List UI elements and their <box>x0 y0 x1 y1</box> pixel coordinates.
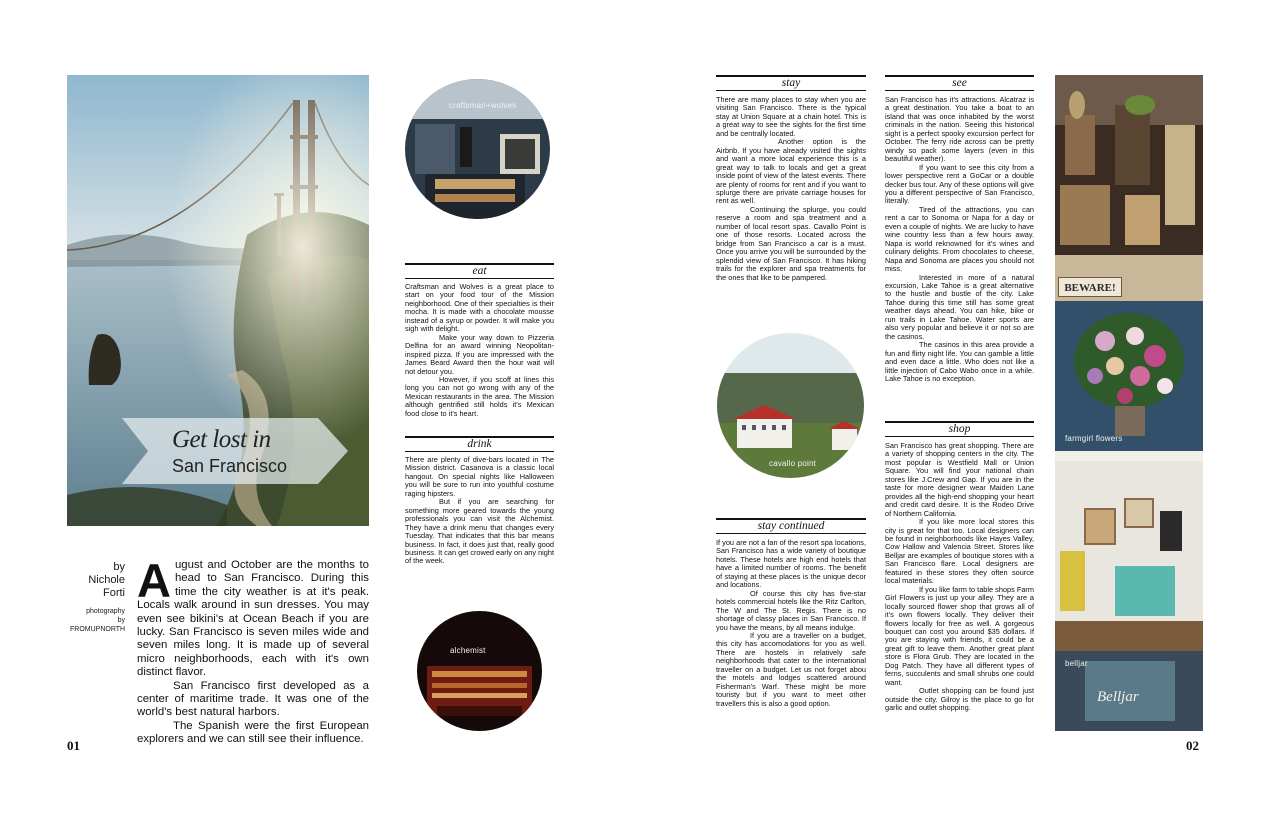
byline <box>70 561 125 634</box>
alchemist-photo <box>417 611 542 731</box>
see-p2: If you want to see this city from a lower perspective rent a GoCar or a double decker bus tour. Any of these options will give you a different perspective of San Francisco, literally. <box>885 162 1034 206</box>
belljar-shop-sign: Belljar <box>1097 689 1139 705</box>
farmgirl-photo <box>1055 301 1203 451</box>
page-number-right: 02 <box>1186 738 1199 753</box>
alchemist-image <box>417 611 542 731</box>
drink-column <box>405 456 554 566</box>
stay-p3: Continuing the splurge, you could reserve a room and spa treatment and a number of local resort spas. Cavallo Point is one of those resorts. Located across the bridge from San Francisco a car is a must. Once you arrive you will be surrounded by the splendid view of San Francisco. It has hiking trails for the explorer and spa treatments for the ones that like to be pampered. <box>716 204 866 282</box>
craftsman-photo <box>405 79 550 219</box>
page-number-left: 01 <box>67 738 80 753</box>
eat-p1: Craftsman and Wolves is a great place to start on your food tour of the Mission neighborhood. One of their specialties is their mocha. It is made with a chocolate mousse instead of a syrup or powder. It will make you sigh with delight. <box>405 282 554 334</box>
stay-continued-heading: stay continued <box>716 518 866 534</box>
antiques-image <box>1055 75 1203 301</box>
photo-credit-3: FROMUPNORTH <box>70 626 126 633</box>
stay-continued-p3: If you are a traveller on a budget, this city has accomodations for you as well. There are hostels in relatively safe neighborhoods that cater to the international traveller on a budget. Let us not forget abou the motels and lodges scattered around Fisherman's Warf. These might be more touristy but if you want to meet other travellers this is also a good option. <box>716 630 866 708</box>
drink-heading: drink <box>405 436 554 452</box>
see-p3: Tired of the attractions, you can rent a car to Sonoma or Napa for a day or even a couple of nights. We are lucky to have wine country less than a few hours away. Napa is world reknowned for it's wines and culinary delights. From chocolates to cheese, Napa and Sonoma are places you should not miss. <box>885 204 1034 274</box>
shop-heading: shop <box>885 421 1034 437</box>
hero-photo <box>67 75 369 526</box>
belljar-photo <box>1055 451 1203 731</box>
farmgirl-image <box>1055 301 1203 451</box>
stay-continued-p2: Of course this city has five-star hotels commercial hotels like the Ritz Carlton, The W and The St. Regis. There is no shortage of classy places in San Francisco. If you have the means, by all means indulge. <box>716 588 866 632</box>
eat-p2: Make your way down to Pizzeria Delfina for an award winning Neopolitan-inspired pizza. If you are impressed with the James Beard Award then the hour wait will not detour you. <box>405 332 554 376</box>
shop-p3: If you like farm to table shops Farm Girl Flowers is just up your alley. They are a locally sourced flower shop that grows all of it's own flowers locally. They deliver their flowers locally for free as well. A gorgeous bouquet can cost you around $35 dollars. If you are staying with friends, it could be a great gift to leave them. Another great plant store is Flora Grub. They are located in the Dog Patch. They have all different types of ferns, succulents and small shrubs one could want. <box>885 584 1034 687</box>
intro-p2: San Francisco first developed as a center of maritime trade. It was one of the world's best natural harbors. <box>137 679 369 719</box>
see-column <box>885 96 1034 383</box>
see-p1: San Francisco has it's attractions. Alcatraz is a great destination. You take a boat to an island that was once inhabited by the worst criminals in the nation. Seeing this historical sight is a perfect spooky excursion perfect for October. The ferry ride across can be pretty windy so pack some layers (even in this beautiful weather). <box>885 95 1034 164</box>
hero-title-line1: Get lost in <box>172 426 271 453</box>
beware-sign-text: BEWARE! <box>1064 282 1116 294</box>
cavallo-photo <box>717 333 864 478</box>
intro-article <box>137 554 369 747</box>
eat-heading: eat <box>405 263 554 279</box>
alchemist-caption: alchemist <box>450 646 486 655</box>
drink-p2: But if you are searching for something more geared towards the young professionals you can visit the Alchemist. They have a drink menu that changes every Tuesday. That indicates that this bar means business. In fact, it does just that, really good business. It can get crowed early on any night of the week. <box>405 497 555 566</box>
byline-by: by <box>113 561 125 573</box>
intro-p3: The Spanish were the first European explorers and we can still see their influence. <box>137 719 369 746</box>
drink-p1: There are plenty of dive-bars located in The Mission district. Casanova is a classic local hangout. On special nights like Halloween you will be sure to run into youthful costume raging hipsters. <box>405 455 554 498</box>
intro-p1: ugust and October are the months to head to San Francisco. During this time the city weather is at it's peak. Locals walk around in sun dresses. You may even see bikini's at Ocean Beach if you are lucky. San Francisco is seven miles wide and seven miles long. It is made up of several micro neighborhoods, each with it's own distinct flavor. <box>137 559 369 679</box>
craftsman-image <box>405 79 550 219</box>
antiques-photo <box>1055 75 1203 301</box>
belljar-caption: belljar <box>1065 659 1088 668</box>
see-p5: The casinos in this area provide a fun and flirty night life. You can gamble a little and even dace a little. Who does not like a little injection of Cabo Wabo once in a while. Lake Tahoe is no exception. <box>885 340 1034 383</box>
stay-column <box>716 96 866 282</box>
photo-credit-1: photography <box>86 608 125 615</box>
shop-p2: If you like more local stores this city is great for that too. Local designers can be found in neighborhoods like Hayes Valley, Cow Hallow and Valencia Street. Stores like Belljar are examples of boutique stores with a San Francisco flare. Local designers are featured in these stores they often source local materials. <box>885 517 1034 586</box>
photo-credit-2: by <box>117 617 125 624</box>
hero-title-line2: San Francisco <box>172 456 288 476</box>
dropcap: A <box>137 554 171 607</box>
cavallo-image <box>717 333 864 478</box>
stay-p2: Another option is the Airbnb. If you have already visited the sights and want a more local experience this is a great way to talk to locals and get a great inside point of view of the latest events. There are plenty of rooms for rent and if you want to splurge there are private carriage houses for rent as well. <box>716 137 866 206</box>
stay-continued-column <box>716 539 866 708</box>
stay-continued-p1: If you are not a fan of the resort spa locations, San Francisco has a wide variety of boutique hotels. These hotels are high end hotels that have a limited number of rooms. The benefit of staying at these places is the unique decor and locations. <box>716 538 866 590</box>
stay-heading: stay <box>716 75 866 91</box>
eat-column <box>405 283 554 418</box>
beware-sign <box>1058 277 1122 297</box>
craftsman-caption: craftsman+wolves <box>449 101 517 110</box>
byline-first: Nichole <box>88 574 125 586</box>
shop-p1: San Francisco has great shopping. There are a variety of shopping centers in the city. The most popular is Westfield Mall or Union Square. You will find your national chain stores like J.Crew and Gap. If you are in the taste for more designer wear Maiden Lane provides all the high-end shopping your heart and credit card desire. It is the Rodeo Drive of Northern California. <box>885 441 1034 518</box>
farmgirl-caption: farmgirl flowers <box>1065 434 1123 443</box>
byline-last: Forti <box>103 587 125 599</box>
shop-column <box>885 442 1034 713</box>
shop-p4: Outlet shopping can be found just outside the city. Gilroy is the place to go for garlic and outlet shopping. <box>885 686 1034 713</box>
eat-p3: However, if you scoff at lines this long you can not go wrong with any of the Mexican restaurants in the area. The Mission although gentrified still holds it's Mexican food close to it's heart. <box>405 374 554 418</box>
stay-p1: There are many places to stay when you are visiting San Francisco. There is the typical stay at Union Square at a chain hotel. This is a great way to see the sights for the first time and be centrally located. <box>716 95 866 138</box>
cavallo-caption: cavallo point <box>769 459 817 468</box>
title-arrow-banner <box>122 418 348 484</box>
see-p4: Interested in more of a natural excursion, Lake Tahoe is a great alternative to the hustle and bustle of the city. Lake Tahoe during this time still has some great weather days ahead. You can hike, bike or run trails in Lake Tahoe. Water sports are also very popular and believe it or not so are the casinos. <box>885 272 1034 341</box>
see-heading: see <box>885 75 1034 91</box>
